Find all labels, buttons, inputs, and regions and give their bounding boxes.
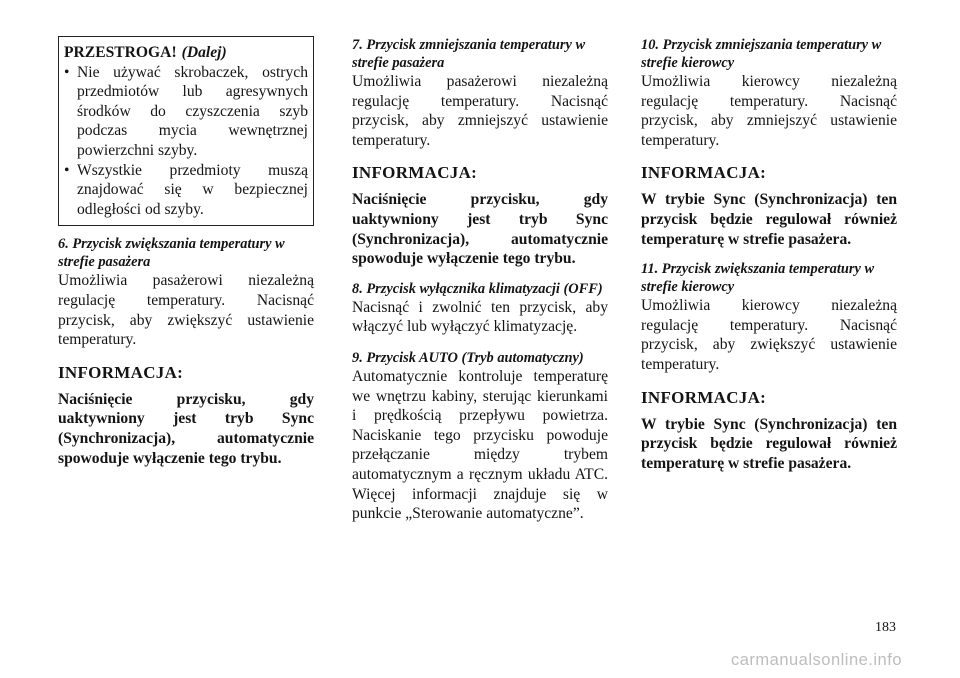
warning-box — [58, 36, 314, 226]
section-7-body: Umożliwia pasażerowi niezależną regulację temperatury. Nacisnąć przycisk, aby zmniejszyć ustawienie temperatury. — [352, 73, 608, 149]
warning-continued: (Dalej) — [181, 44, 227, 61]
section-10-info-text: W trybie Sync (Synchronizacja) ten przycisk będzie regulował również temperaturę w strefie pasażera. — [641, 191, 897, 248]
warning-item: • Wszystkie przedmioty muszą znajdować się w bezpiecznej odległości od szyby. — [64, 161, 308, 220]
section-11-title: 11. Przycisk zwiększania temperatury w strefie kierowcy — [641, 261, 875, 296]
column-middle — [352, 36, 608, 536]
section-7-title: 7. Przycisk zmniejszania temperatury w strefie pasażera — [352, 37, 586, 71]
watermark: carmanualsonline.info — [730, 651, 902, 669]
column-left — [58, 36, 314, 479]
section-6-info-heading: INFORMACJA: — [58, 362, 184, 382]
warning-list — [64, 63, 308, 220]
section-11-body: Umożliwia kierowcy niezależną regulację temperatury. Nacisnąć przycisk, aby zwiększyć ustawienie temperatury. — [641, 297, 897, 373]
section-10-body: Umożliwia kierowcy niezależną regulację temperatury. Nacisnąć przycisk, aby zmniejszyć ustawienie temperatury. — [641, 73, 897, 149]
section-6-body: Umożliwia pasażerowi niezależną regulację temperatury. Nacisnąć przycisk, aby zwiększyć ustawienie temperatury. — [58, 272, 314, 349]
section-7-info-text: Naciśnięcie przycisku, gdy uaktywniony jest tryb Sync (Synchronizacja), automatycznie spowoduje wyłączenie tego trybu. — [352, 191, 608, 268]
section-10-title: 10. Przycisk zmniejszania temperatury w strefie kierowcy — [641, 37, 882, 71]
page-number: 183 — [875, 620, 896, 635]
section-6-title: 6. Przycisk zwiększania temperatury w strefie pasażera — [58, 236, 285, 271]
section-11-info-heading: INFORMACJA: — [641, 387, 767, 407]
warning-header — [64, 43, 308, 63]
section-9-title: 9. Przycisk AUTO (Tryb automatyczny) — [352, 349, 584, 366]
section-8-body: Nacisnąć i zwolnić ten przycisk, aby włączyć lub wyłączyć klimatyzację. — [352, 298, 608, 336]
section-11-info-text: W trybie Sync (Synchronizacja) ten przycisk będzie regulował również temperaturę w strefie pasażera. — [641, 415, 897, 472]
section-9-body: Automatycznie kontroluje temperaturę we wnętrzu kabiny, sterując kierunkami i prędkością przepływu powietrza. Naciskanie tego przycisku powoduje przełączanie między trybem automatycznym a ręcznym układu ATC. Więcej informacji znajduje się w punkcie „Sterowanie automatyczne”. — [352, 367, 608, 523]
column-right — [641, 36, 897, 484]
section-8-title: 8. Przycisk wyłącznika klimatyzacji (OFF) — [352, 280, 603, 297]
section-10-info-heading: INFORMACJA: — [641, 163, 767, 183]
section-6-info-text: Naciśnięcie przycisku, gdy uaktywniony jest tryb Sync (Synchronizacja), automatycznie spowoduje wyłączenie tego trybu. — [58, 390, 314, 467]
warning-title: PRZESTROGA! — [64, 44, 177, 61]
section-7-info-heading: INFORMACJA: — [352, 163, 478, 183]
warning-item: • Nie używać skrobaczek, ostrych przedmiotów lub agresywnych środków do czyszczenia szyb podczas mycia wewnętrznej powierzchni szyby. — [64, 63, 308, 161]
